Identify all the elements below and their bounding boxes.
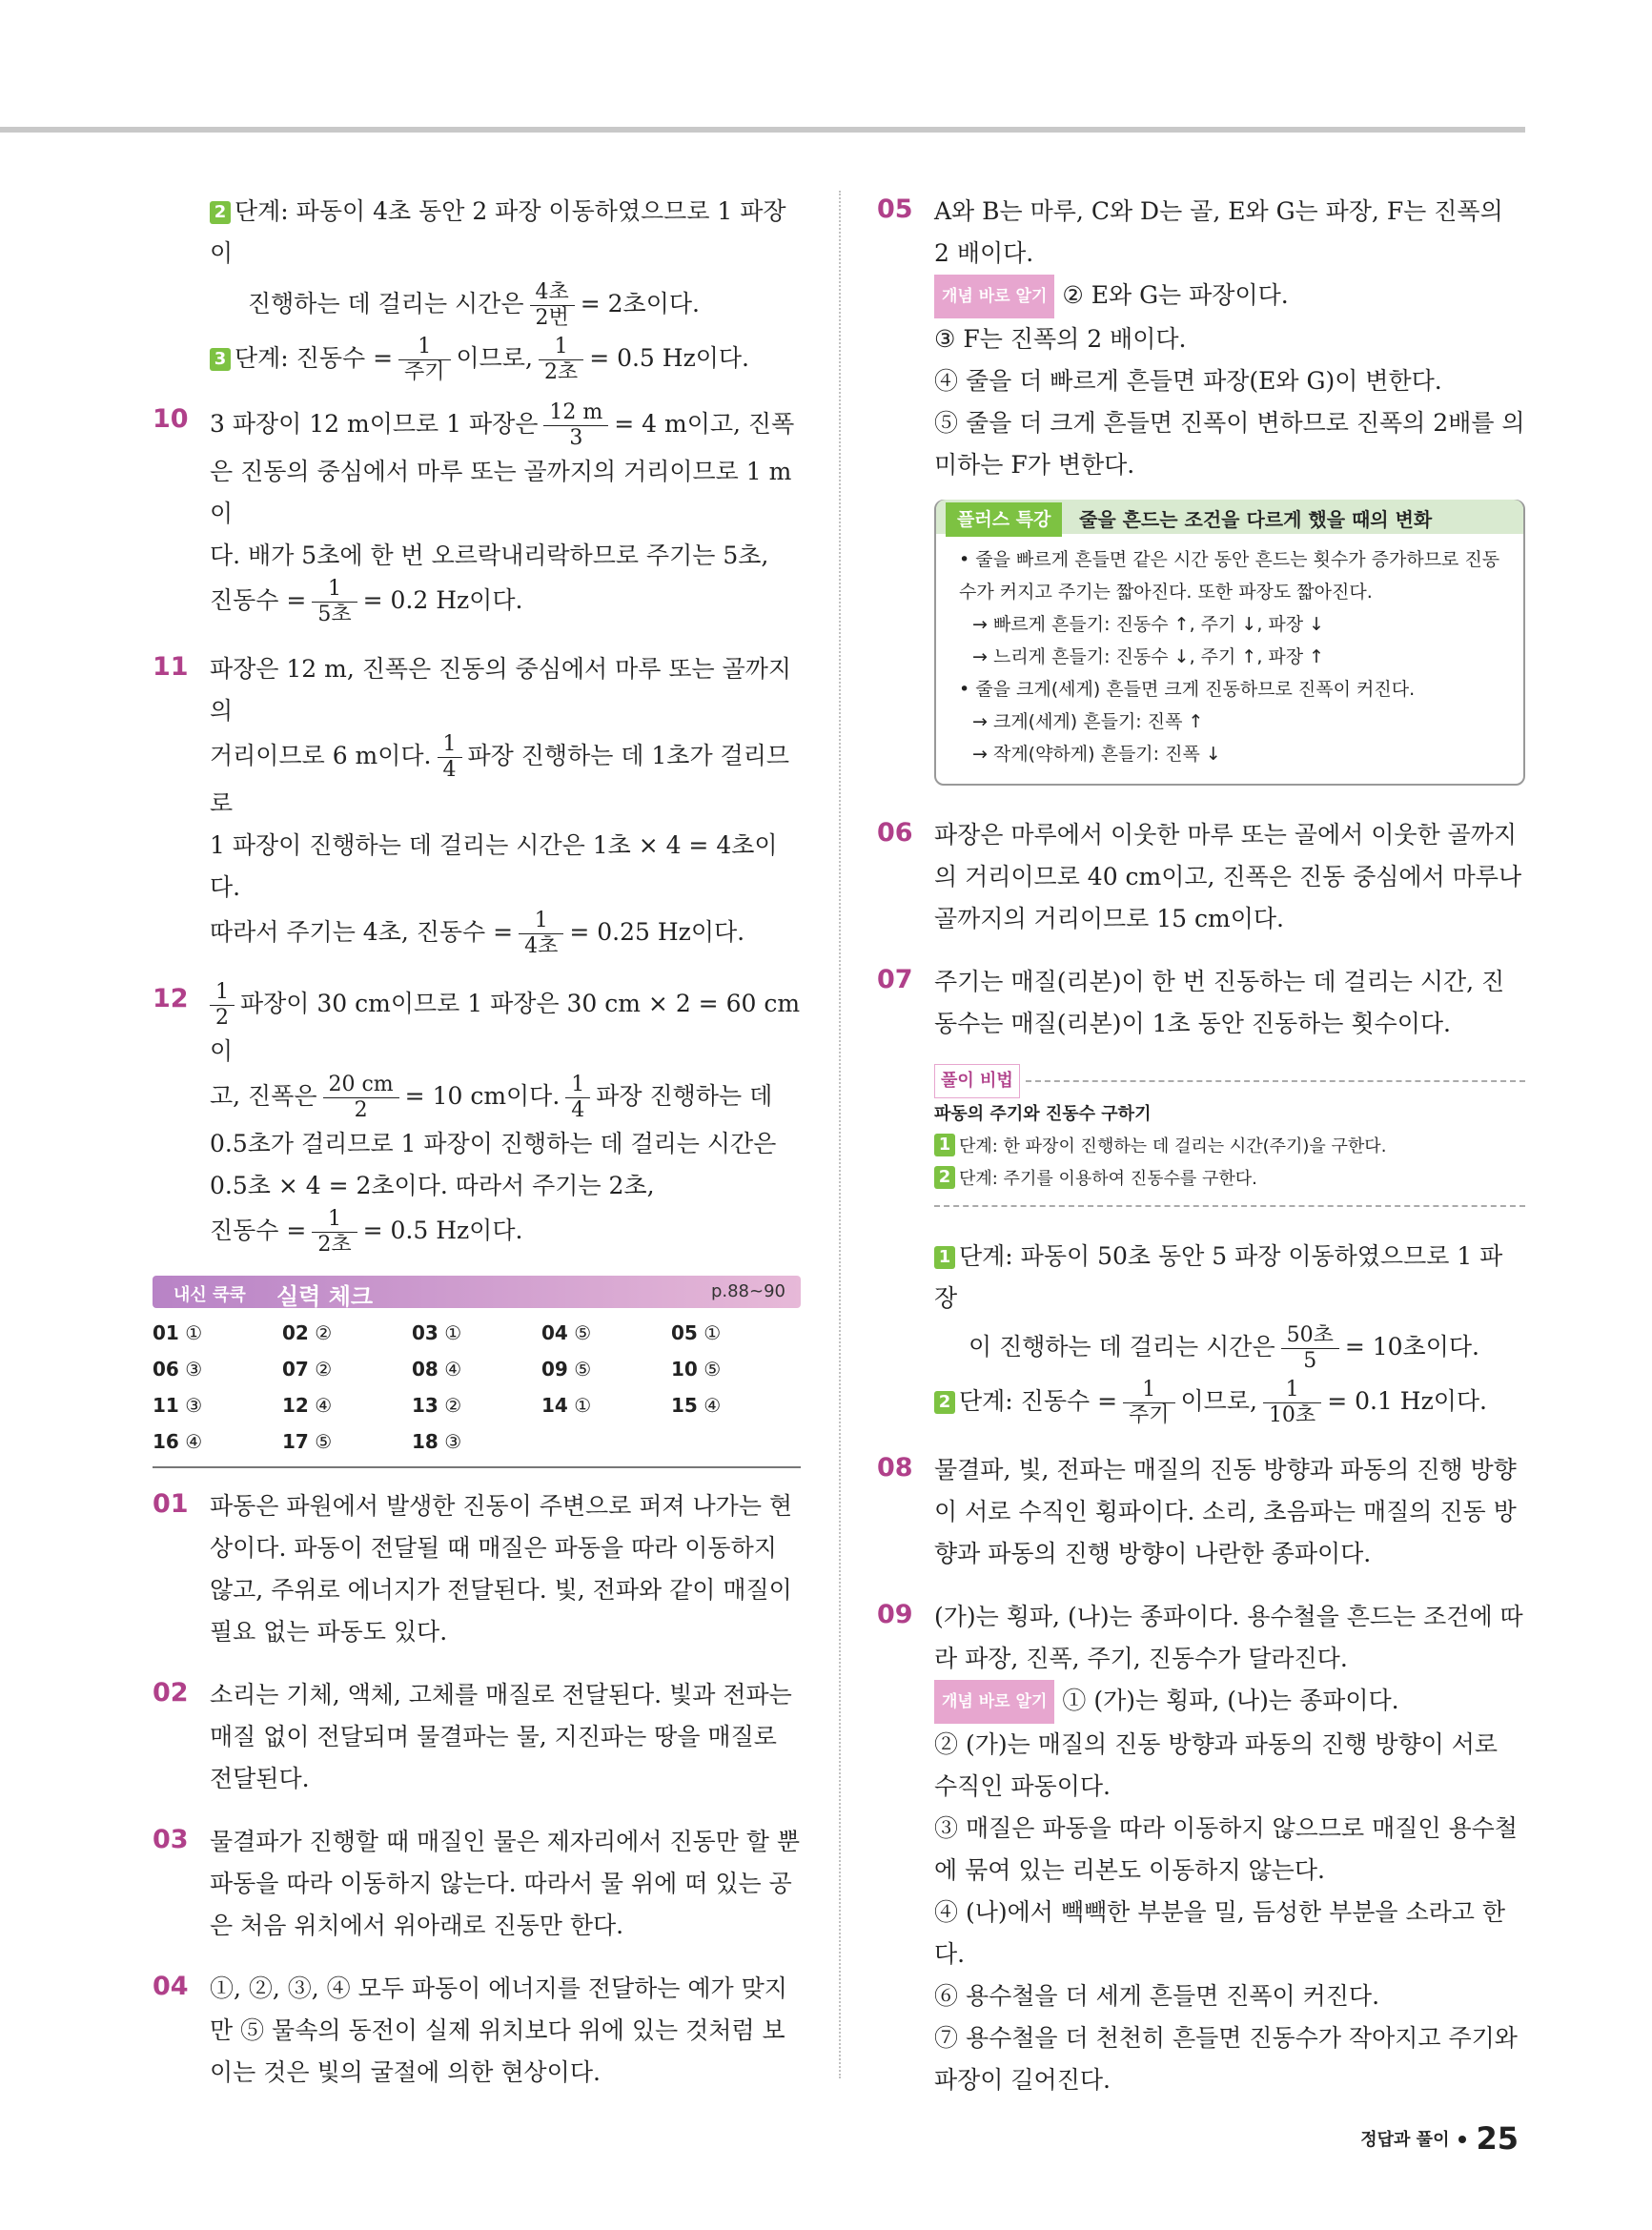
answer-key-item: 17 ⑤	[282, 1430, 333, 1453]
question-number: 10	[153, 404, 189, 434]
answer-grid	[153, 1316, 801, 1459]
answer-10: 10 3 파장이 12 m이므로 1 파장은 $\frac{12 m}{3}$ = 4 m이고, 진폭 은 진동의 중심에서 마루 또는 골까지의 거리이므로 1 m이 다. 배가 5초에 한 번 오르락내리락하므로 주기는 5초, 진동수 = $\frac{1}{\text{5초}}$ = 0.2 Hz이다.	[153, 400, 795, 626]
solution-tip-box: 풀이 비법 파동의 주기와 진동수 구하기 1 단계: 한 파장이 진행하는 데 걸리는 시간(주기)을 구한다. 2 단계: 주기를 이용하여 진동수를 구한다.	[934, 1064, 1525, 1207]
answer-key-item: 11 ③	[153, 1394, 203, 1417]
step-badge: 1	[934, 1134, 955, 1156]
answer-key-item: 09 ⑤	[541, 1358, 592, 1381]
step-badge: 2	[210, 201, 231, 224]
column-divider	[839, 191, 841, 2078]
page-number: 25	[1476, 2120, 1519, 2157]
fraction: $\frac{\text{4초}}{\text{2번}}$	[530, 280, 575, 331]
answer-key-item: 18 ③	[412, 1430, 462, 1453]
answer-key-item: 04 ⑤	[541, 1321, 592, 1344]
answer-08: 08 물결파, 빛, 전파는 매질의 진동 방향과 파동의 진행 방향이 서로 수직인 횡파이다. 소리, 초음파는 매질의 진동 방향과 파동의 진행 방향이 나란한 종파이다.	[877, 1453, 1517, 1567]
answer-key-item: 14 ①	[541, 1394, 592, 1417]
question-number: 02	[153, 1678, 189, 1708]
skill-divider	[153, 1466, 801, 1468]
answer-05: 05 A와 B는 마루, C와 D는 골, E와 G는 파장, F는 진폭의 2 배이다. 개념 바로 알기 ② E와 G는 파장이다. ③ F는 진폭의 2 배이다. ④ 줄을 더 빠르게 흔들면 파장(E와 G)이 변한다. ⑤ 줄을 더 크게 흔들면 진폭이 변하므로 진폭의 2배를 의미하는 F가 변한다. 플러스 특강 줄을 흔드는 조건을 다르게 했을 때의 변화 • 줄을 빠르게 흔들면 같은 시간 동안 흔드는 횟수가 증가하므로 진동수가 커지고 주기는 짧아진다. 또한 파장도 짧아진다. → 빠르게 흔들기: 진동수 ↑, 주기 ↓, 파장 ↓ → 느리게 흔들기: 진동수 ↓, 주기 ↑, 파장 ↑ • 줄을 크게(세게) 흔들면 크게 진동하므로 진폭이 커진다. → 크게(세게) 흔들기: 진폭 ↑ → 작게(약하게) 흔들기: 진폭 ↓	[877, 191, 1525, 786]
answer-key-item: 02 ②	[282, 1321, 333, 1344]
skill-check-header: 내신 쿡쿡 실력 체크 p.88~90	[153, 1276, 801, 1308]
answer-key-item: 10 ⑤	[671, 1358, 722, 1381]
question-number: 09	[877, 1600, 913, 1629]
top-rule	[0, 127, 1525, 133]
answer-key-item: 15 ④	[671, 1394, 722, 1417]
answer-06: 06 파장은 마루에서 이웃한 마루 또는 골에서 이웃한 골까지의 거리이므로 40 cm이고, 진폭은 진동 중심에서 마루나 골까지의 거리이므로 15 cm이다.	[877, 818, 1522, 932]
left-column	[153, 191, 801, 1279]
step-badge: 1	[934, 1246, 955, 1269]
question-number: 01	[153, 1489, 189, 1519]
concept-tag: 개념 바로 알기	[934, 1680, 1054, 1724]
answer-09: 09 (가)는 횡파, (나)는 종파이다. 용수철을 흔드는 조건에 따라 파장, 진폭, 주기, 진동수가 달라진다. 개념 바로 알기 ① (가)는 횡파, (나)는 종파이다. ② (가)는 매질의 진동 방향과 파동의 진행 방향이 서로 수직인 파동이다. ③ 매질은 파동을 따라 이동하지 않으므로 매질인 용수철에 묶여 있는 리본도 이동하지 않는다. ④ (나)에서 빽빽한 부분을 밀, 듬성한 부분을 소라고 한다. ⑥ 용수철을 더 세게 흔들면 진폭이 커진다. ⑦ 용수철을 더 천천히 흔들면 진동수가 작아지고 주기와 파장이 길어진다.	[877, 1600, 1523, 2094]
skill-check-section	[153, 1276, 801, 2115]
page-footer: 정답과 풀이 25	[1360, 2120, 1519, 2157]
answer-key-item: 01 ①	[153, 1321, 203, 1344]
step3-line: 3 단계: 진동수 = $\frac{1}{\text{주기}}$ 이므로, $\frac{1}{\text{2초}}$ = 0.5 Hz이다.	[153, 335, 801, 385]
answer-key-item: 16 ④	[153, 1430, 203, 1453]
question-number: 04	[153, 1972, 189, 2001]
answer-key-item: 03 ①	[412, 1321, 462, 1344]
step2-line: 2 단계: 파동이 4초 동안 2 파장 이동하였으므로 1 파장이	[210, 197, 786, 267]
question-number: 12	[153, 984, 189, 1013]
answer-key-item: 06 ③	[153, 1358, 203, 1381]
answer-key-item: 12 ④	[282, 1394, 333, 1417]
answer-key-item: 07 ②	[282, 1358, 333, 1381]
question-number: 05	[877, 194, 913, 224]
answer-03: 03 물결파가 진행할 때 매질인 물은 제자리에서 진동만 할 뿐 파동을 따라 이동하지 않는다. 따라서 물 위에 떠 있는 공은 처음 위치에서 위아래로 진동만 한다.	[153, 1825, 801, 1939]
answer-key-item: 13 ②	[412, 1394, 462, 1417]
answer-07: 07 주기는 매질(리본)이 한 번 진동하는 데 걸리는 시간, 진동수는 매질(리본)이 1초 동안 진동하는 횟수이다. 풀이 비법 파동의 주기와 진동수 구하기 1 단계: 한 파장이 진행하는 데 걸리는 시간(주기)을 구한다. 2 단계: 주기를 이용하여 진동수를 구한다. 1 단계: 파동이 50초 동안 5 파장 이동하였으므로 1 파장 이 진행하는 데 걸리는 시간은 $\frac{\text{50초}}{5}$ = 10초이다. 2 단계: 진동수 = $\frac{1}{\text{주기}}$ 이므로, $\frac{1}{\text{10초}}$ = 0.1 Hz이다.	[877, 961, 1525, 1428]
question-number: 07	[877, 965, 913, 994]
answer-04: 04 ①, ②, ③, ④ 모두 파동이 에너지를 전달하는 예가 맞지만 ⑤ 물속의 동전이 실제 위치보다 위에 있는 것처럼 보이는 것은 빛의 굴절에 의한 현상이다.	[153, 1972, 787, 2086]
question-number: 06	[877, 818, 913, 848]
step-badge: 3	[210, 348, 231, 371]
answer-key-item: 05 ①	[671, 1321, 722, 1344]
concept-tag: 개념 바로 알기	[934, 275, 1054, 318]
plus-lecture-box: 플러스 특강 줄을 흔드는 조건을 다르게 했을 때의 변화 • 줄을 빠르게 흔들면 같은 시간 동안 흔드는 횟수가 증가하므로 진동수가 커지고 주기는 짧아진다. 또한 파장도 짧아진다. → 빠르게 흔들기: 진동수 ↑, 주기 ↓, 파장 ↓ → 느리게 흔들기: 진동수 ↓, 주기 ↑, 파장 ↑ • 줄을 크게(세게) 흔들면 크게 진동하므로 진폭이 커진다. → 크게(세게) 흔들기: 진폭 ↑ → 작게(약하게) 흔들기: 진폭 ↓	[934, 500, 1525, 786]
right-column	[877, 191, 1525, 2122]
answer-12: 12 $\frac{1}{2}$ 파장이 30 cm이므로 1 파장은 30 cm × 2 = 60 cm이 고, 진폭은 $\frac{20 cm}{2}$ = 10 cm이다. $\frac{1}{4}$ 파장 진행하는 데 0.5초가 걸리므로 1 파장이 진행하는 데 걸리는 시간은 0.5초 × 4 = 2초이다. 따라서 주기는 2초, 진동수 = $\frac{1}{\text{2초}}$ = 0.5 Hz이다.	[153, 980, 801, 1257]
page-range: p.88~90	[710, 1281, 785, 1301]
step-badge: 2	[934, 1166, 955, 1189]
answer-11: 11 파장은 12 m, 진폭은 진동의 중심에서 마루 또는 골까지의 거리이므로 6 m이다. $\frac{1}{4}$ 파장 진행하는 데 1초가 걸리므로 1 파장이 진행하는 데 걸리는 시간은 1초 × 4 = 4초이다. 따라서 주기는 4초, 진동수 = $\frac{1}{\text{4초}}$ = 0.25 Hz이다.	[153, 652, 792, 958]
fraction: $\frac{1}{\text{주기}}$	[398, 335, 451, 385]
question-number: 08	[877, 1453, 913, 1483]
step2-line-2: 진행하는 데 걸리는 시간은 $\frac{\text{4초}}{\text{2번}}$ = 2초이다.	[248, 280, 700, 330]
question-number: 11	[153, 652, 189, 682]
step-badge: 2	[934, 1391, 955, 1414]
question-number: 03	[153, 1825, 189, 1854]
fraction: $\frac{1}{\text{2초}}$	[539, 335, 583, 385]
answer-02: 02 소리는 기체, 액체, 고체를 매질로 전달된다. 빛과 전파는 매질 없이 전달되며 물결파는 물, 지진파는 땅을 매질로 전달된다.	[153, 1678, 792, 1792]
answer-key-item: 08 ④	[412, 1358, 462, 1381]
answer-01: 01 파동은 파원에서 발생한 진동이 주변으로 퍼져 나가는 현상이다. 파동이 전달될 때 매질은 파동을 따라 이동하지 않고, 주위로 에너지가 전달된다. 빛, 전파와 같이 매질이 필요 없는 파동도 있다.	[153, 1489, 793, 1646]
